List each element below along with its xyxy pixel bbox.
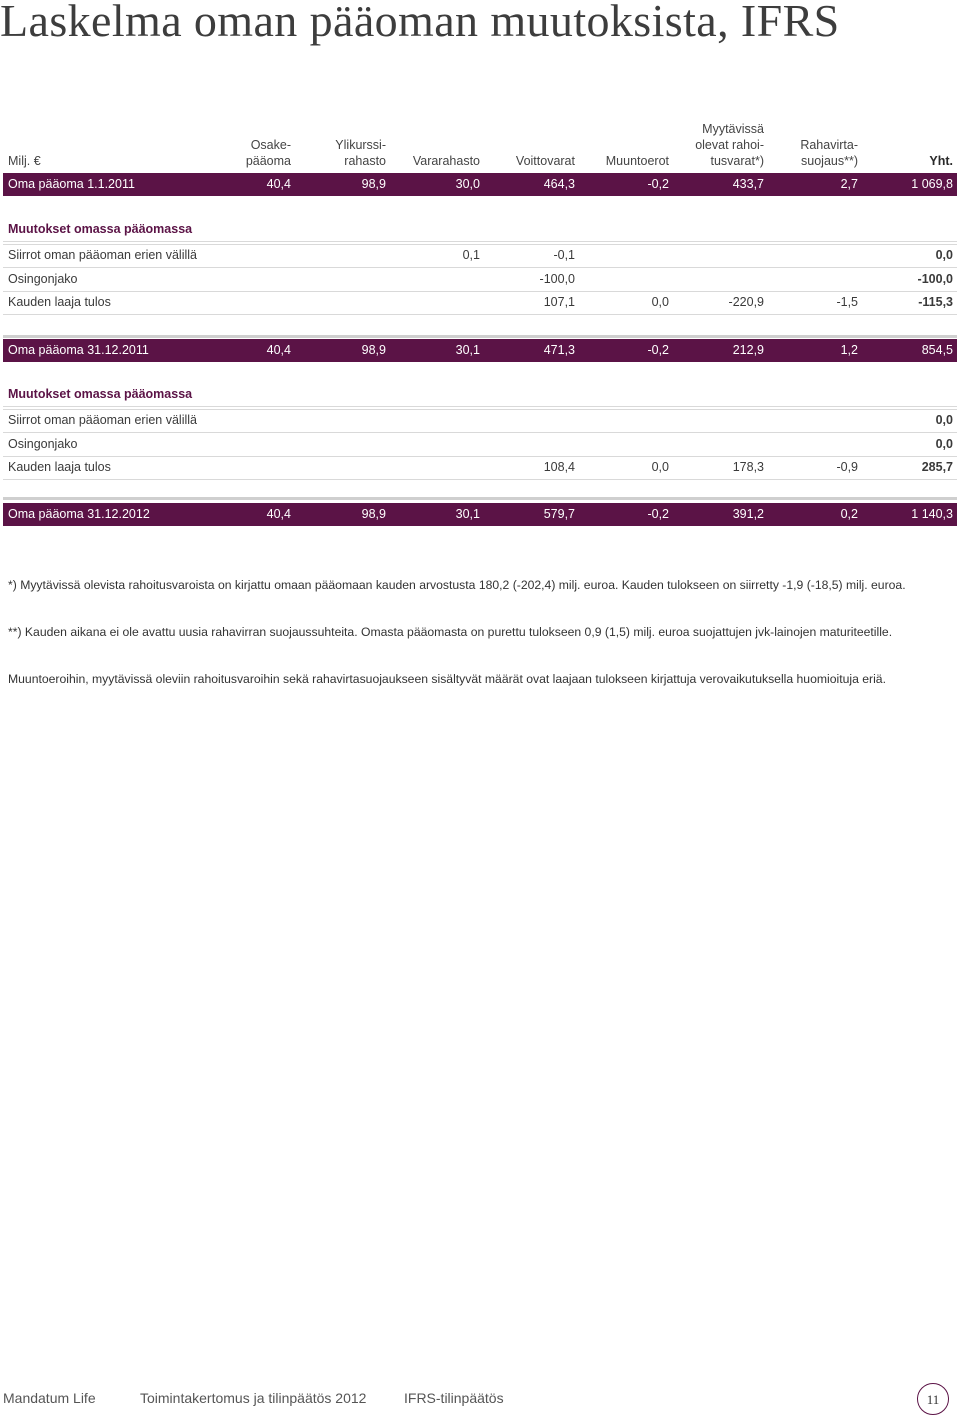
cell-retained-earnings: -100,0 xyxy=(539,272,575,286)
header-line: suojaus**) xyxy=(801,154,858,168)
header-line: Yht. xyxy=(929,154,953,168)
section-header-row xyxy=(3,218,957,242)
row-label: Oma pääoma 1.1.2011 xyxy=(8,177,135,191)
header-line: Myytävissä xyxy=(702,122,764,136)
cell-translation-differences: -0,2 xyxy=(647,177,669,191)
unit-header: Milj. € xyxy=(8,154,41,168)
cell-retained-earnings: 579,7 xyxy=(543,507,575,521)
row-label: Muutokset omassa pääomassa xyxy=(8,222,193,236)
total-row xyxy=(3,339,957,362)
row-label: Siirrot oman pääoman erien välillä xyxy=(8,413,197,427)
header-reserve-fund xyxy=(413,153,480,169)
cell-available-for-sale: 433,7 xyxy=(732,177,764,191)
cell-total: 854,5 xyxy=(921,343,953,357)
cell-available-for-sale: 178,3 xyxy=(732,460,764,474)
header-line: Voittovarat xyxy=(515,154,575,168)
section-header-row xyxy=(3,383,957,407)
cell-total: 1 069,8 xyxy=(911,177,953,191)
cell-reserve-fund: 30,1 xyxy=(455,507,480,521)
cell-retained-earnings: 108,4 xyxy=(543,460,575,474)
header-translation-differences xyxy=(606,153,669,169)
total-row xyxy=(3,173,957,196)
table-row xyxy=(3,244,957,268)
cell-share-capital: 40,4 xyxy=(266,507,291,521)
cell-available-for-sale: 212,9 xyxy=(732,343,764,357)
header-line: Rahavirta- xyxy=(800,138,858,152)
cell-share-premium: 98,9 xyxy=(361,507,386,521)
table-header xyxy=(3,118,957,172)
cell-share-premium: 98,9 xyxy=(361,177,386,191)
cell-retained-earnings: 471,3 xyxy=(543,343,575,357)
cell-retained-earnings: -0,1 xyxy=(553,248,575,262)
cell-total: -115,3 xyxy=(918,295,953,309)
cell-retained-earnings: 107,1 xyxy=(543,295,575,309)
cell-total: 0,0 xyxy=(935,437,953,451)
table-row xyxy=(3,433,957,457)
footnote-1: *) Myytävissä olevista rahoitusvaroista on kirjattu omaan pääomaan kauden arvostusta 180,2 (-202,4) milj. euroa. Kauden tulokseen on siirretty -1,9 (-18,5) milj. euroa. xyxy=(8,578,906,592)
row-label: Siirrot oman pääoman erien välillä xyxy=(8,248,197,262)
cell-available-for-sale: 391,2 xyxy=(732,507,764,521)
table-rule xyxy=(3,244,957,245)
cell-translation-differences: 0,0 xyxy=(651,295,669,309)
cell-cash-flow-hedge: 0,2 xyxy=(840,507,858,521)
header-line: tusvarat*) xyxy=(710,154,764,168)
table-row xyxy=(3,268,957,292)
header-line: pääoma xyxy=(245,154,291,168)
header-cash-flow-hedge xyxy=(800,137,858,169)
header-line: Vararahasto xyxy=(412,154,480,168)
row-label: Oma pääoma 31.12.2012 xyxy=(8,507,150,521)
cell-total: 0,0 xyxy=(935,413,953,427)
cell-total: 1 140,3 xyxy=(911,507,953,521)
cell-available-for-sale: -220,9 xyxy=(728,295,764,309)
row-label: Oma pääoma 31.12.2011 xyxy=(8,343,149,357)
row-label: Muutokset omassa pääomassa xyxy=(8,387,193,401)
footer-company: Mandatum Life xyxy=(3,1390,96,1406)
cell-share-premium: 98,9 xyxy=(361,343,386,357)
header-retained-earnings xyxy=(516,153,575,169)
header-line: olevat rahoi- xyxy=(695,138,764,152)
header-line: Ylikurssi- xyxy=(335,138,386,152)
cell-reserve-fund: 30,0 xyxy=(455,177,480,191)
cell-translation-differences: 0,0 xyxy=(651,460,669,474)
header-share-premium xyxy=(335,137,386,169)
header-line: rahasto xyxy=(344,154,386,168)
footer-report: Toimintakertomus ja tilinpäätös 2012 xyxy=(140,1390,367,1406)
page-title: Laskelma oman pääoman muutoksista, IFRS xyxy=(0,0,840,46)
cell-total: 285,7 xyxy=(921,460,953,474)
cell-total: 0,0 xyxy=(935,248,953,262)
cell-translation-differences: -0,2 xyxy=(647,343,669,357)
table-row xyxy=(3,291,957,315)
header-total xyxy=(929,153,953,169)
cell-total: -100,0 xyxy=(917,272,953,286)
table-row xyxy=(3,456,957,480)
cell-cash-flow-hedge: 2,7 xyxy=(840,177,858,191)
cell-retained-earnings: 464,3 xyxy=(543,177,575,191)
header-line: Muuntoerot xyxy=(605,154,669,168)
header-available-for-sale xyxy=(695,121,764,169)
header-line: Osake- xyxy=(250,138,291,152)
cell-share-capital: 40,4 xyxy=(266,177,291,191)
cell-translation-differences: -0,2 xyxy=(647,507,669,521)
row-label: Kauden laaja tulos xyxy=(8,460,111,474)
cell-share-capital: 40,4 xyxy=(266,343,291,357)
cell-cash-flow-hedge: 1,2 xyxy=(840,343,858,357)
footnote-3: Muuntoeroihin, myytävissä oleviin rahoitusvaroihin sekä rahavirtasuojaukseen sisältyvät määrät ovat laajaan tulokseen kirjattuja verovaikutuksella huomioituja eriä. xyxy=(8,672,886,686)
table-row xyxy=(3,409,957,433)
footer-section: IFRS-tilinpäätös xyxy=(404,1390,504,1406)
table-rule xyxy=(3,409,957,410)
footnote-2: **) Kauden aikana ei ole avattu uusia rahavirran suojaussuhteita. Omasta pääomasta on purettu tulokseen 0,9 (1,5) milj. euroa suojattujen jvk-lainojen maturiteetille. xyxy=(8,625,893,639)
total-row xyxy=(3,503,957,526)
cell-cash-flow-hedge: -0,9 xyxy=(836,460,858,474)
header-share-capital xyxy=(246,137,291,169)
separator-bar xyxy=(3,335,957,338)
cell-reserve-fund: 0,1 xyxy=(462,248,480,262)
separator-bar xyxy=(3,497,957,500)
page-number: 11 xyxy=(917,1383,949,1415)
cell-reserve-fund: 30,1 xyxy=(455,343,480,357)
row-label: Osingonjako xyxy=(8,437,78,451)
row-label: Kauden laaja tulos xyxy=(8,295,111,309)
row-label: Osingonjako xyxy=(8,272,78,286)
cell-cash-flow-hedge: -1,5 xyxy=(836,295,858,309)
